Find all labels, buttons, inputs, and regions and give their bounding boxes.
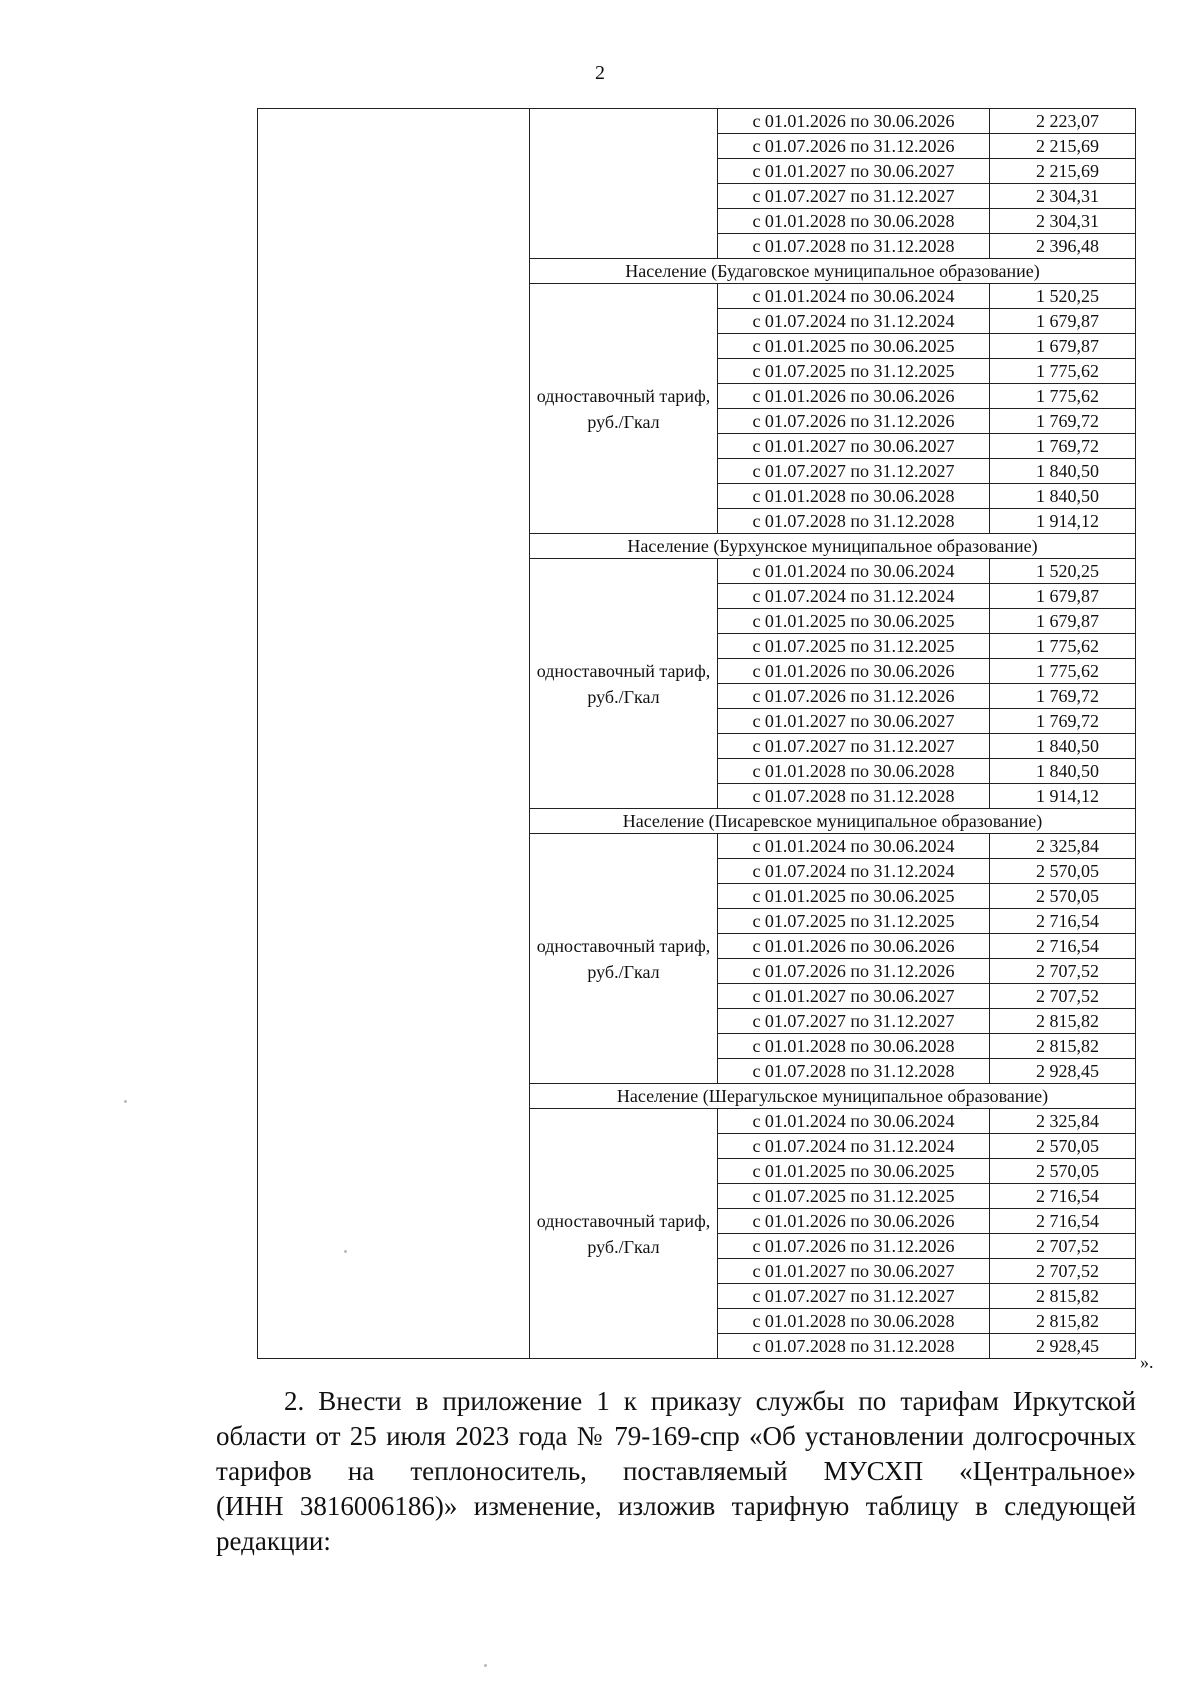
tariff-value-cell: 1 679,87 [990, 609, 1136, 634]
closing-quote: ». [1140, 1352, 1154, 1372]
tariff-value-cell: 1 775,62 [990, 659, 1136, 684]
tariff-value-cell: 2 570,05 [990, 884, 1136, 909]
period-cell: с 01.07.2024 по 31.12.2024 [718, 584, 990, 609]
period-cell: с 01.01.2028 по 30.06.2028 [718, 759, 990, 784]
period-cell: с 01.01.2028 по 30.06.2028 [718, 484, 990, 509]
section-header: Население (Будаговское муниципальное образование) [530, 259, 1136, 284]
tariff-value-cell: 2 304,31 [990, 209, 1136, 234]
tariff-value-cell: 1 914,12 [990, 784, 1136, 809]
tariff-value-cell: 1 769,72 [990, 434, 1136, 459]
period-cell: с 01.01.2026 по 30.06.2026 [718, 109, 990, 134]
section-header: Население (Бурхунское муниципальное образование) [530, 534, 1136, 559]
period-cell: с 01.01.2027 по 30.06.2027 [718, 1259, 990, 1284]
tariff-value-cell: 2 815,82 [990, 1309, 1136, 1334]
period-cell: с 01.07.2028 по 31.12.2028 [718, 509, 990, 534]
paragraph-line: (ИНН 3816006186)» изменение, изложив тарифную таблицу в следующей [216, 1491, 1136, 1521]
tariff-value-cell: 2 570,05 [990, 1159, 1136, 1184]
tariff-value-cell: 2 325,84 [990, 1109, 1136, 1134]
table-row [258, 109, 1136, 134]
period-cell: с 01.01.2024 по 30.06.2024 [718, 834, 990, 859]
scan-speck [484, 1664, 487, 1667]
tariff-value-cell: 2 716,54 [990, 934, 1136, 959]
tariff-value-cell: 1 775,62 [990, 634, 1136, 659]
period-cell: с 01.07.2026 по 31.12.2026 [718, 1234, 990, 1259]
tariff-value-cell: 2 304,31 [990, 184, 1136, 209]
tariff-value-cell: 1 840,50 [990, 459, 1136, 484]
tariff-value-cell: 2 707,52 [990, 959, 1136, 984]
tariff-value-cell: 2 716,54 [990, 909, 1136, 934]
period-cell: с 01.07.2027 по 31.12.2027 [718, 1009, 990, 1034]
period-cell: с 01.07.2026 по 31.12.2026 [718, 684, 990, 709]
period-cell: с 01.07.2028 по 31.12.2028 [718, 1059, 990, 1084]
period-cell: с 01.07.2024 по 31.12.2024 [718, 859, 990, 884]
period-cell: с 01.01.2027 по 30.06.2027 [718, 709, 990, 734]
tariff-value-cell: 2 815,82 [990, 1009, 1136, 1034]
scan-speck [344, 1250, 347, 1253]
page-number: 2 [595, 62, 605, 84]
paragraph-line: области от 25 июля 2023 года № 79-169-спр «Об установлении долгосрочных [216, 1421, 1136, 1451]
unit-cell [530, 109, 718, 259]
tariff-value-cell: 2 707,52 [990, 1259, 1136, 1284]
period-cell: с 01.07.2028 по 31.12.2028 [718, 1334, 990, 1359]
period-cell: с 01.01.2024 по 30.06.2024 [718, 1109, 990, 1134]
period-cell: с 01.01.2028 по 30.06.2028 [718, 1034, 990, 1059]
tariff-value-cell: 1 679,87 [990, 584, 1136, 609]
period-cell: с 01.01.2028 по 30.06.2028 [718, 1309, 990, 1334]
tariff-value-cell: 1 840,50 [990, 734, 1136, 759]
period-cell: с 01.07.2025 по 31.12.2025 [718, 1184, 990, 1209]
period-cell: с 01.07.2026 по 31.12.2026 [718, 959, 990, 984]
tariff-value-cell: 1 679,87 [990, 334, 1136, 359]
tariff-value-cell: 1 520,25 [990, 284, 1136, 309]
tariff-value-cell: 2 570,05 [990, 859, 1136, 884]
period-cell: с 01.07.2026 по 31.12.2026 [718, 409, 990, 434]
period-cell: с 01.01.2025 по 30.06.2025 [718, 1159, 990, 1184]
period-cell: с 01.07.2027 по 31.12.2027 [718, 184, 990, 209]
section-header: Население (Шерагульское муниципальное образование) [530, 1084, 1136, 1109]
tariff-value-cell: 2 707,52 [990, 1234, 1136, 1259]
period-cell: с 01.01.2028 по 30.06.2028 [718, 209, 990, 234]
tariff-value-cell: 2 325,84 [990, 834, 1136, 859]
tariff-value-cell: 2 215,69 [990, 159, 1136, 184]
section-header: Население (Писаревское муниципальное образование) [530, 809, 1136, 834]
paragraph-line: тарифов на теплоноситель, поставляемый МУСХП «Центральное» [216, 1456, 1136, 1486]
tariff-value-cell: 2 716,54 [990, 1209, 1136, 1234]
tariff-value-cell: 2 815,82 [990, 1034, 1136, 1059]
tariff-value-cell: 1 840,50 [990, 484, 1136, 509]
period-cell: с 01.07.2024 по 31.12.2024 [718, 1134, 990, 1159]
unit-label-cell: одноставочный тариф, руб./Гкал [530, 1109, 718, 1359]
period-cell: с 01.07.2025 по 31.12.2025 [718, 634, 990, 659]
period-cell: с 01.07.2024 по 31.12.2024 [718, 309, 990, 334]
tariff-value-cell: 1 679,87 [990, 309, 1136, 334]
scan-speck [124, 1100, 127, 1103]
tariff-value-cell: 2 815,82 [990, 1284, 1136, 1309]
period-cell: с 01.01.2026 по 30.06.2026 [718, 384, 990, 409]
unit-label-cell: одноставочный тариф, руб./Гкал [530, 559, 718, 809]
period-cell: с 01.01.2025 по 30.06.2025 [718, 884, 990, 909]
period-cell: с 01.07.2025 по 31.12.2025 [718, 359, 990, 384]
tariff-value-cell: 1 769,72 [990, 709, 1136, 734]
tariff-value-cell: 2 215,69 [990, 134, 1136, 159]
tariff-value-cell: 1 769,72 [990, 684, 1136, 709]
period-cell: с 01.01.2024 по 30.06.2024 [718, 559, 990, 584]
paragraph-line: редакции: [216, 1526, 331, 1556]
paragraph-line: 2. Внести в приложение 1 к приказу службы по тарифам Иркутской [284, 1386, 1136, 1416]
tariff-value-cell: 1 914,12 [990, 509, 1136, 534]
tariff-value-cell: 1 520,25 [990, 559, 1136, 584]
tariff-value-cell: 2 223,07 [990, 109, 1136, 134]
tariff-value-cell: 2 716,54 [990, 1184, 1136, 1209]
tariff-value-cell: 2 570,05 [990, 1134, 1136, 1159]
period-cell: с 01.07.2026 по 31.12.2026 [718, 134, 990, 159]
amendment-paragraph [216, 1384, 1136, 1559]
tariff-value-cell: 1 775,62 [990, 359, 1136, 384]
period-cell: с 01.07.2028 по 31.12.2028 [718, 784, 990, 809]
tariff-value-cell: 2 707,52 [990, 984, 1136, 1009]
period-cell: с 01.01.2027 по 30.06.2027 [718, 434, 990, 459]
period-cell: с 01.01.2026 по 30.06.2026 [718, 1209, 990, 1234]
tariff-value-cell: 1 775,62 [990, 384, 1136, 409]
unit-label-cell: одноставочный тариф, руб./Гкал [530, 284, 718, 534]
period-cell: с 01.07.2027 по 31.12.2027 [718, 459, 990, 484]
period-cell: с 01.07.2027 по 31.12.2027 [718, 734, 990, 759]
unit-label-cell: одноставочный тариф, руб./Гкал [530, 834, 718, 1084]
tariff-value-cell: 2 928,45 [990, 1334, 1136, 1359]
org-column-cell [258, 109, 530, 1359]
period-cell: с 01.07.2027 по 31.12.2027 [718, 1284, 990, 1309]
tariff-value-cell: 2 396,48 [990, 234, 1136, 259]
period-cell: с 01.01.2025 по 30.06.2025 [718, 609, 990, 634]
period-cell: с 01.01.2024 по 30.06.2024 [718, 284, 990, 309]
period-cell: с 01.01.2026 по 30.06.2026 [718, 659, 990, 684]
tariff-value-cell: 1 769,72 [990, 409, 1136, 434]
tariff-value-cell: 1 840,50 [990, 759, 1136, 784]
tariff-value-cell: 2 928,45 [990, 1059, 1136, 1084]
tariff-table [257, 108, 1136, 1359]
period-cell: с 01.07.2025 по 31.12.2025 [718, 909, 990, 934]
period-cell: с 01.01.2027 по 30.06.2027 [718, 984, 990, 1009]
period-cell: с 01.01.2026 по 30.06.2026 [718, 934, 990, 959]
period-cell: с 01.01.2027 по 30.06.2027 [718, 159, 990, 184]
period-cell: с 01.07.2028 по 31.12.2028 [718, 234, 990, 259]
period-cell: с 01.01.2025 по 30.06.2025 [718, 334, 990, 359]
